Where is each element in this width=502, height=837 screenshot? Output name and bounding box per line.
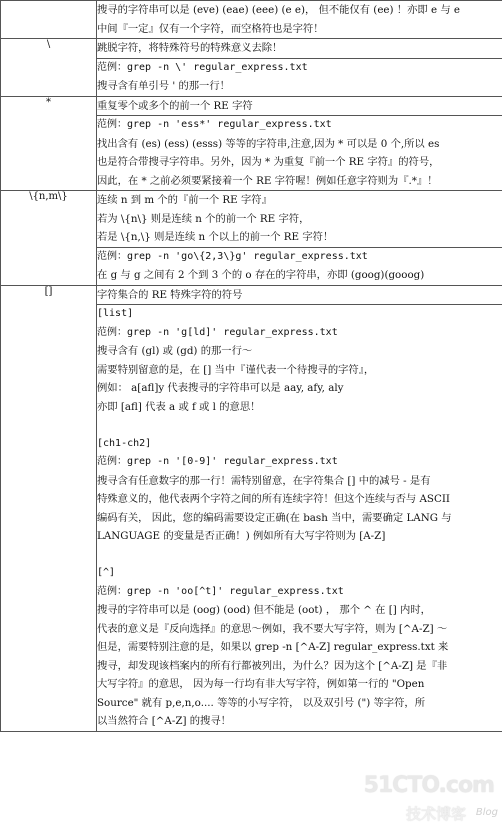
example-cell — [97, 116, 502, 191]
text-line: [list] — [97, 308, 134, 319]
watermark-logo — [363, 773, 500, 831]
text-line: 若是 \{n,\} 则是连续 n 个以上的前一个 RE 字符！ — [97, 231, 334, 243]
text-line: 重复零个或多个的前一个 RE 字符 — [97, 99, 253, 112]
text-line: 范例：grep -n 'ess*' regular_express.txt — [97, 119, 332, 130]
text-line: 搜寻含有 (gl) 或 (gd) 的那一行～ — [97, 345, 253, 357]
text-line: 中间『一定』仅有一个字符，而空格符也是字符！ — [97, 22, 324, 35]
text-line: 特殊意义的，他代表两个字符之间的所有连续字符！但这个连续与否与 ASCII — [97, 493, 450, 505]
text-line — [97, 416, 502, 435]
text-line: 搜寻含有任意数字的那一行！需特别留意，在字符集合 [] 中的减号 - 是有 — [97, 474, 431, 487]
text-line: 在 g 与 g 之间有 2 个到 3 个的 o 存在的字符串，亦即 (goog)(gooog) — [97, 269, 425, 281]
table-row — [1, 1, 502, 39]
text-line: 搜寻，却发现该档案内的所有行都被列出，为什么？因为这个 [^A-Z] 是『非 — [97, 659, 448, 672]
text-line: 若为 \{n\} 则是连续 n 个的前一个 RE 字符， — [97, 212, 310, 225]
symbol-cell: [] — [1, 285, 97, 731]
text-line: 因此，在 * 之前必须要紧接着一个 RE 字符喔！例如任意字符则为『.*』！ — [97, 174, 438, 187]
text-line: 范例：grep -n \' regular_express.txt — [97, 61, 308, 73]
description-cell — [97, 191, 502, 248]
text-line: 连续 n 到 m 个的『前一个 RE 字符』 — [97, 194, 272, 206]
symbol-cell: \{n,m\} — [1, 191, 97, 286]
description-cell — [97, 39, 502, 59]
text-line: [ch1-ch2] — [97, 437, 152, 449]
text-line: 搜寻的字符串可以是 (eve) (eae) (eee) (e e)， 但不能仅有 (ee) ！亦即 e 与 e — [97, 4, 460, 16]
example-cell — [97, 247, 502, 285]
symbol-cell — [1, 1, 97, 39]
text-line: 字符集合的 RE 特殊字符的符号 — [97, 288, 243, 301]
text-line: 编码有关， 因此，您的编码需要设定正确(在 bash 当中，需要确定 LANG 与 — [97, 511, 452, 524]
text-line: 需要特别留意的是，在 [] 当中『谨代表一个待搜寻的字符』， — [97, 363, 375, 376]
table-row — [1, 191, 502, 248]
text-line: 范例：grep -n 'go\{2,3\}g' regular_express.txt — [97, 250, 368, 262]
table-row — [1, 96, 502, 116]
text-line: 范例：grep -n 'oo[^t]' regular_express.txt — [97, 585, 344, 597]
description-cell — [97, 285, 502, 305]
text-line: 搜寻的字符串可以是 (oog) (ood) 但不能是 (oot) ， 那个 ^ 在 [] 内时， — [97, 604, 431, 616]
text-line: Source" 就有 p,e,n,o.... 等等的小写字符， 以及双引号 (") 等字符，所 — [97, 696, 425, 709]
text-line: 跳脱字符，将特殊符号的特殊意义去除！ — [97, 42, 283, 54]
watermark-tagline: 技术博客 — [405, 805, 466, 823]
text-line: 以当然符合 [^A-Z] 的搜寻！ — [97, 715, 231, 727]
table-row — [1, 39, 502, 59]
example-cell — [97, 58, 502, 96]
text-line: 代表的意义是『反向选择』的意思～例如，我不要大写字符，则为 [^A-Z] ～ — [97, 622, 448, 635]
text-line: 亦即 [afl] 代表 a 或 f 或 l 的意思！ — [97, 400, 261, 413]
text-line: 找出含有 (es) (ess) (esss) 等等的字符串,注意,因为 * 可以是 0 个,所以 es — [97, 137, 440, 150]
text-line: 大写字符』的意思， 因为每一行均有非大写字符，例如第一行的 "Open — [97, 678, 425, 690]
example-cell — [97, 305, 502, 732]
text-line: [^] — [97, 567, 116, 578]
text-line: 但是，需要特别注意的是，如果以 grep -n [^A-Z] regular_express.txt 来 — [97, 641, 449, 653]
text-line: 范例：grep -n 'g[ld]' regular_express.txt — [97, 326, 338, 338]
symbol-cell: \ — [1, 39, 97, 97]
watermark-blog: Blog — [475, 807, 498, 818]
text-line: 范例：grep -n '[0-9]' regular_express.txt — [97, 456, 338, 467]
text-line: 例如： a[afl]y 代表搜寻的字符串可以是 aay, afy, aly — [97, 382, 344, 394]
watermark-site: 51CTO.com — [363, 773, 494, 798]
symbol-cell: * — [1, 96, 97, 191]
text-line: 搜寻含有单引号 ' 的那一行！ — [97, 80, 230, 92]
description-cell — [97, 96, 502, 116]
text-line — [97, 546, 502, 565]
description-cell — [97, 1, 502, 39]
text-line: 也是符合带搜寻字符串。另外，因为 * 为重复『前一个 RE 字符』的符号， — [97, 156, 440, 168]
table-row — [1, 285, 502, 305]
text-line: LANGUAGE 的变量是否正确！) 例如所有大写字符则为 [A-Z] — [97, 530, 386, 542]
